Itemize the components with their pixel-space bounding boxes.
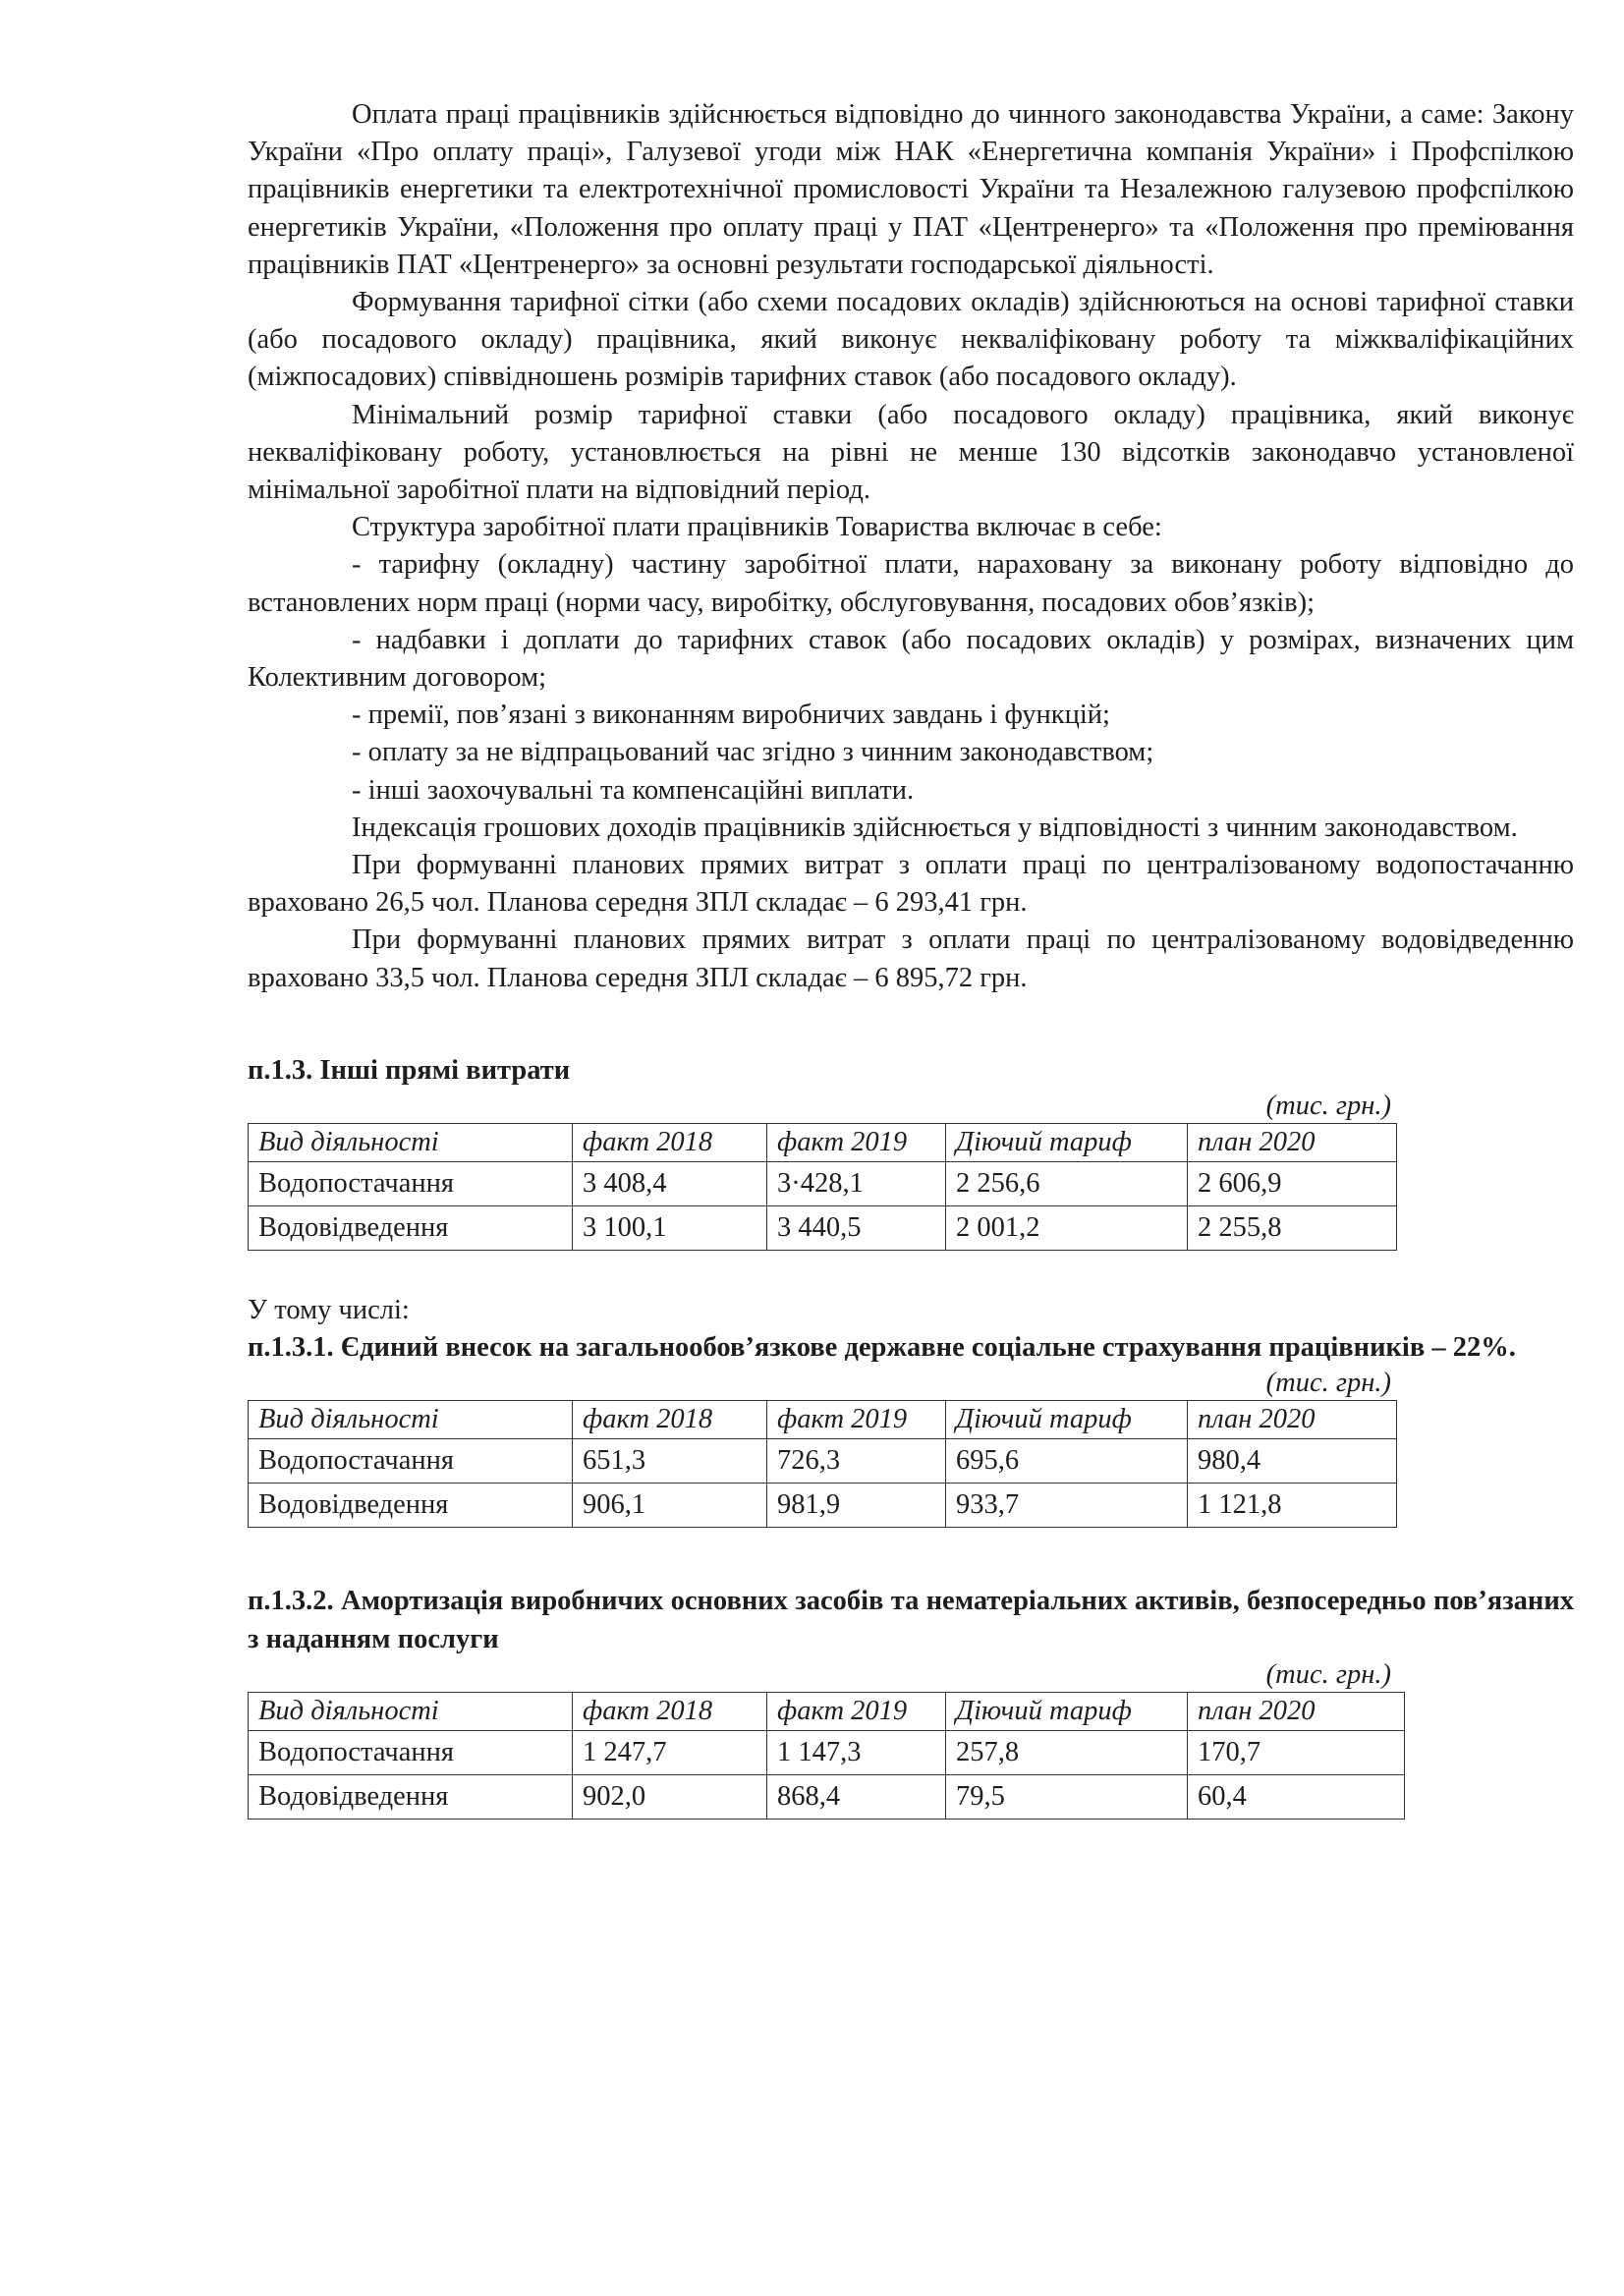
- document-page: [248, 96, 1574, 1820]
- paragraph-wages-legislation: Оплата праці працівників здійснюється відповідно до чинного законодавства України, а саме: Закону України «Про оплату праці», Галузевої угоди між НАК «Енергетична компанія України» і Профспілкою працівників енергетики та електротехнічної промисловості України та Незалежною галузевою профспілкою енергетиків України, «Положення про оплату праці у ПАТ «Центренерго» та «Положення про преміювання працівників ПАТ «Центренерго» за основні результати господарської діяльності.: [248, 99, 1574, 280]
- table-row: [249, 1162, 1397, 1206]
- table-cell: 980,4: [1188, 1439, 1397, 1484]
- table-row: [249, 1206, 1397, 1251]
- table-header-cell: факт 2018: [573, 1401, 767, 1439]
- table-cell: 2 255,8: [1188, 1206, 1397, 1251]
- table-cell: 170,7: [1188, 1730, 1405, 1774]
- table-cell: 60,4: [1188, 1774, 1405, 1819]
- table-cell: Водовідведення: [249, 1484, 573, 1528]
- table-cell: 933,7: [946, 1484, 1188, 1528]
- section-heading-depreciation: п.1.3.2. Амортизація виробничих основних засобів та нематеріальних активів, безпосередньо пов’язаних з наданням послуги: [248, 1586, 1574, 1654]
- table-header-cell: план 2020: [1188, 1692, 1405, 1730]
- table-row: [249, 1484, 1397, 1528]
- table-cell: 726,3: [767, 1439, 946, 1484]
- table-cell: 2 606,9: [1188, 1162, 1397, 1206]
- table-cell: Водовідведення: [249, 1774, 573, 1819]
- list-item-tariff-part: - тарифну (окладну) частину заробітної плати, нараховану за виконану роботу відповідно до встановлених норм праці (норми часу, виробітку, обслуговування, посадових обов’язків);: [248, 549, 1574, 618]
- section-heading-other-direct-costs: п.1.3. Інші прямі витрати: [248, 1054, 571, 1086]
- table-cell: Водовідведення: [249, 1206, 573, 1251]
- units-label: (тис. грн.): [1265, 1658, 1391, 1690]
- table-cell: 257,8: [946, 1730, 1188, 1774]
- table-row: [249, 1439, 1397, 1484]
- table-cell: 1 247,7: [573, 1730, 767, 1774]
- table-cell: Водопостачання: [249, 1730, 573, 1774]
- table-cell: 3·428,1: [767, 1162, 946, 1206]
- table-header-cell: Вид діяльності: [249, 1401, 573, 1439]
- table-cell: 3 408,4: [573, 1162, 767, 1206]
- list-item-bonuses: - премії, пов’язані з виконанням виробничих завдань і функцій;: [352, 700, 1110, 731]
- list-item-allowances: - надбавки і доплати до тарифних ставок (або посадових окладів) у розмірах, визначених цим Колективним договором;: [248, 624, 1574, 694]
- paragraph-indexation: Індексація грошових доходів працівників здійснюється у відповідності з чинним законодавством.: [352, 812, 1518, 843]
- table-row: [249, 1774, 1405, 1819]
- table-header-row: [249, 1401, 1397, 1439]
- table-header-cell: план 2020: [1188, 1124, 1397, 1162]
- table-cell: 79,5: [946, 1774, 1188, 1819]
- table-header-cell: факт 2018: [573, 1124, 767, 1162]
- paragraph-wage-structure: Структура заробітної плати працівників Товариства включає в себе:: [352, 512, 1162, 543]
- list-item-other-payments: - інші заохочувальні та компенсаційні виплати.: [352, 774, 915, 806]
- table-header-cell: факт 2019: [767, 1401, 946, 1439]
- table-header-row: [249, 1124, 1397, 1162]
- table-header-cell: Діючий тариф: [946, 1692, 1188, 1730]
- table-social-insurance: [248, 1400, 1397, 1528]
- table-cell: Водопостачання: [249, 1439, 573, 1484]
- table-cell: Водопостачання: [249, 1162, 573, 1206]
- table-cell: 2 001,2: [946, 1206, 1188, 1251]
- table-other-direct-costs: [248, 1123, 1397, 1251]
- table-depreciation: [248, 1692, 1405, 1820]
- paragraph-minimum-rate: Мінімальний розмір тарифної ставки (або посадового окладу) працівника, який виконує некваліфіковану роботу, установлюється на рівні не менше 130 відсотків законодавчо установленої мінімальної заробітної плати на відповідний період.: [248, 399, 1574, 506]
- table-header-row: [249, 1692, 1405, 1730]
- table-cell: 1 147,3: [767, 1730, 946, 1774]
- table-cell: 868,4: [767, 1774, 946, 1819]
- inclusive-label: У тому числі:: [248, 1295, 410, 1326]
- section-heading-social-insurance: п.1.3.1. Єдиний внесок на загальнообов’язкове державне соціальне страхування працівників – 22%.: [248, 1332, 1516, 1364]
- table-header-cell: Вид діяльності: [249, 1692, 573, 1730]
- table-cell: 3 100,1: [573, 1206, 767, 1251]
- paragraph-drainage-staff: При формуванні планових прямих витрат з оплати праці по централізованому водовідведенню враховано 33,5 чол. Планова середня ЗПЛ складає – 6 895,72 грн.: [248, 924, 1574, 993]
- paragraph-tariff-grid: Формування тарифної сітки (або схеми посадових окладів) здійснюються на основі тарифної ставки (або посадового окладу) працівника, який виконує некваліфіковану роботу та міжкваліфікаційних (міжпосадових) співвідношень розмірів тарифних ставок (або посадового окладу).: [248, 287, 1574, 393]
- table-cell: 981,9: [767, 1484, 946, 1528]
- table-cell: 695,6: [946, 1439, 1188, 1484]
- table-header-cell: факт 2019: [767, 1124, 946, 1162]
- units-label: (тис. грн.): [1265, 1368, 1391, 1399]
- table-header-cell: план 2020: [1188, 1401, 1397, 1439]
- table-cell: 2 256,6: [946, 1162, 1188, 1206]
- table-cell: 1 121,8: [1188, 1484, 1397, 1528]
- table-header-cell: Вид діяльності: [249, 1124, 573, 1162]
- list-item-unworked-time: - оплату за не відпрацьований час згідно з чинним законодавством;: [352, 737, 1154, 768]
- table-cell: 906,1: [573, 1484, 767, 1528]
- table-header-cell: Діючий тариф: [946, 1401, 1188, 1439]
- table-header-cell: факт 2019: [767, 1692, 946, 1730]
- paragraph-water-supply-staff: При формуванні планових прямих витрат з оплати праці по централізованому водопостачанню враховано 26,5 чол. Планова середня ЗПЛ складає – 6 293,41 грн.: [248, 850, 1574, 919]
- table-header-cell: факт 2018: [573, 1692, 767, 1730]
- table-cell: 3 440,5: [767, 1206, 946, 1251]
- table-cell: 651,3: [573, 1439, 767, 1484]
- table-header-cell: Діючий тариф: [946, 1124, 1188, 1162]
- units-label: (тис. грн.): [1265, 1091, 1391, 1122]
- table-cell: 902,0: [573, 1774, 767, 1819]
- table-row: [249, 1730, 1405, 1774]
